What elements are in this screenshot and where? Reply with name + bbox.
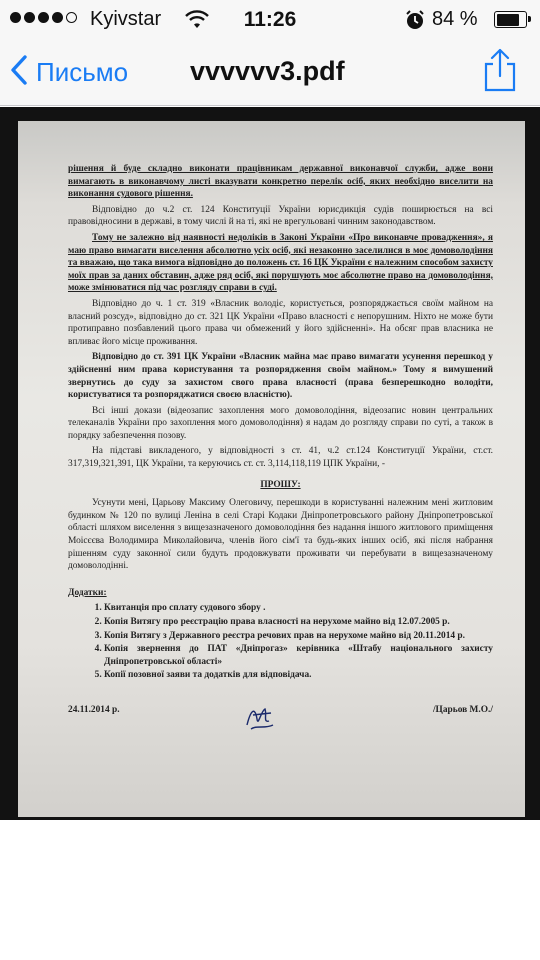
share-icon bbox=[478, 81, 522, 98]
attachments-list bbox=[68, 602, 493, 682]
battery-percentage: 84 % bbox=[432, 8, 478, 30]
chevron-left-icon bbox=[10, 54, 28, 91]
back-button[interactable] bbox=[10, 54, 128, 91]
pdf-viewer[interactable] bbox=[0, 107, 540, 820]
share-button[interactable] bbox=[478, 46, 522, 94]
attachment-item: 2. Копія Витягу про реєстрацію права власності на нерухоме майно від 12.07.2005 р. bbox=[104, 616, 493, 629]
attachment-item: 1. Квитанція про сплату судового збору . bbox=[104, 602, 493, 615]
doc-paragraph-5: Відповідно до ст. 391 ЦК України «Власник майна має право вимагати усунення перешкод у здійсненні ним права користування та розпорядження своїм майном.» Тому я вимушений звернутись до суду за захистом свого права власності (права безперешкодно володіти, користуватися та розпоряджатися своєю власністю). bbox=[68, 352, 493, 401]
attachment-item: 5. Копії позовної заяви та додатків для відповідача. bbox=[104, 669, 493, 682]
attachments-title: Додатки: bbox=[68, 587, 107, 598]
signature-row bbox=[68, 704, 493, 717]
navigation-bar bbox=[0, 40, 540, 106]
back-button-label: Письмо bbox=[36, 57, 129, 87]
alarm-icon bbox=[404, 9, 426, 36]
doc-paragraph-2: Відповідно до ч.2 ст. 124 Конституції України юрисдикція судів поширюється на всі правовідносини в державі, в тому числі й на ті, які не врегульовані чинним законодавством. bbox=[68, 204, 493, 228]
document-title: vvvvvv3.pdf bbox=[190, 56, 345, 86]
carrier-name: Kyivstar bbox=[90, 8, 162, 30]
doc-paragraph-6: Всі інші докази (відеозапис захоплення мого домоволодіння, відеозапис новин центральних телеканалів України про захоплення мого домоволодіння) я надам до розгляду справи по суті, а також в порядку забезпечення позову. bbox=[68, 405, 493, 441]
doc-heading: ПРОШУ: bbox=[260, 479, 301, 490]
doc-paragraph-8: Усунути мені, Царьову Максиму Олеговичу, перешкоди в користуванні належним мені житловим будинком № 120 по вулиці Леніна в селі Старі Кодаки Дніпропетровського району Дніпропетровської області шляхом виселення з вищезазначеного домоволодіння без надання іншого житлового приміщення Моісєєва Володимира Миколайовича, членів його сім'ї та будь-яких інших осіб, які після набрання рішенням суду законної сили будуть продовжувати проживати чи перебувати в вищезазначеному домоволодінні. bbox=[68, 498, 493, 572]
doc-paragraph-1: рішення й буде складно виконати працівникам державної виконавчої служби, адже вони вимагають в виконавчому листі вказувати конкретно перелік осіб, яких необхідно виселити на виконання судового рішення. bbox=[68, 164, 493, 200]
attachment-item: 3. Копія Витягу з Державного реєстра речових прав на нерухоме майно від 20.11.2014 р. bbox=[104, 630, 493, 643]
document-content bbox=[68, 163, 493, 717]
handwritten-signature bbox=[243, 703, 277, 738]
clock: 11:26 bbox=[243, 8, 297, 31]
document-date: 24.11.2014 р. bbox=[68, 704, 120, 715]
doc-paragraph-3: Тому не залежно від наявності недоліків в Законі України «Про виконавче провадження», я маю право вимагати виселення абсолютно усіх осіб, які незаконно заселилися в моє домоволодіння та вважаю, що така вимога відповідно до положень ст. 16 ЦК України є належним способом захисту моїх прав за даних обставин, адже ряд осіб, які порушують моє абсолютне право на домоволодіння, може змінюватися під час розгляду справи в суді. bbox=[68, 232, 493, 294]
doc-paragraph-7: На підставі викладеного, у відповідності з ст. 41, ч.2 ст.124 Конституції України, ст.ст. 317,319,321,391, ЦК України, та керуючись ст. ст. 3,114,118,119 ЦПК України, - bbox=[68, 446, 493, 470]
signer-name: /Царьов М.О./ bbox=[432, 704, 493, 715]
doc-paragraph-4: Відповідно до ч. 1 ст. 319 «Власник володіє, користується, розпоряджається своїм майном на власний розсуд», відповідно до ст. 321 ЦК України «Право власності є непорушним. Ніхто не може бути протиправно позбавлений цього права чи обмежений у його здійсненні». На обсяг прав власника не впливає його місце проживання. bbox=[68, 298, 493, 347]
status-bar bbox=[0, 0, 540, 40]
attachment-item: 4. Копія звернення до ПАТ «Дніпрогаз» керівника «Штабу національного захисту Дніпропетровської області» bbox=[104, 643, 493, 668]
document-page bbox=[18, 121, 525, 817]
battery-icon bbox=[494, 11, 527, 28]
blank-area bbox=[0, 820, 540, 960]
